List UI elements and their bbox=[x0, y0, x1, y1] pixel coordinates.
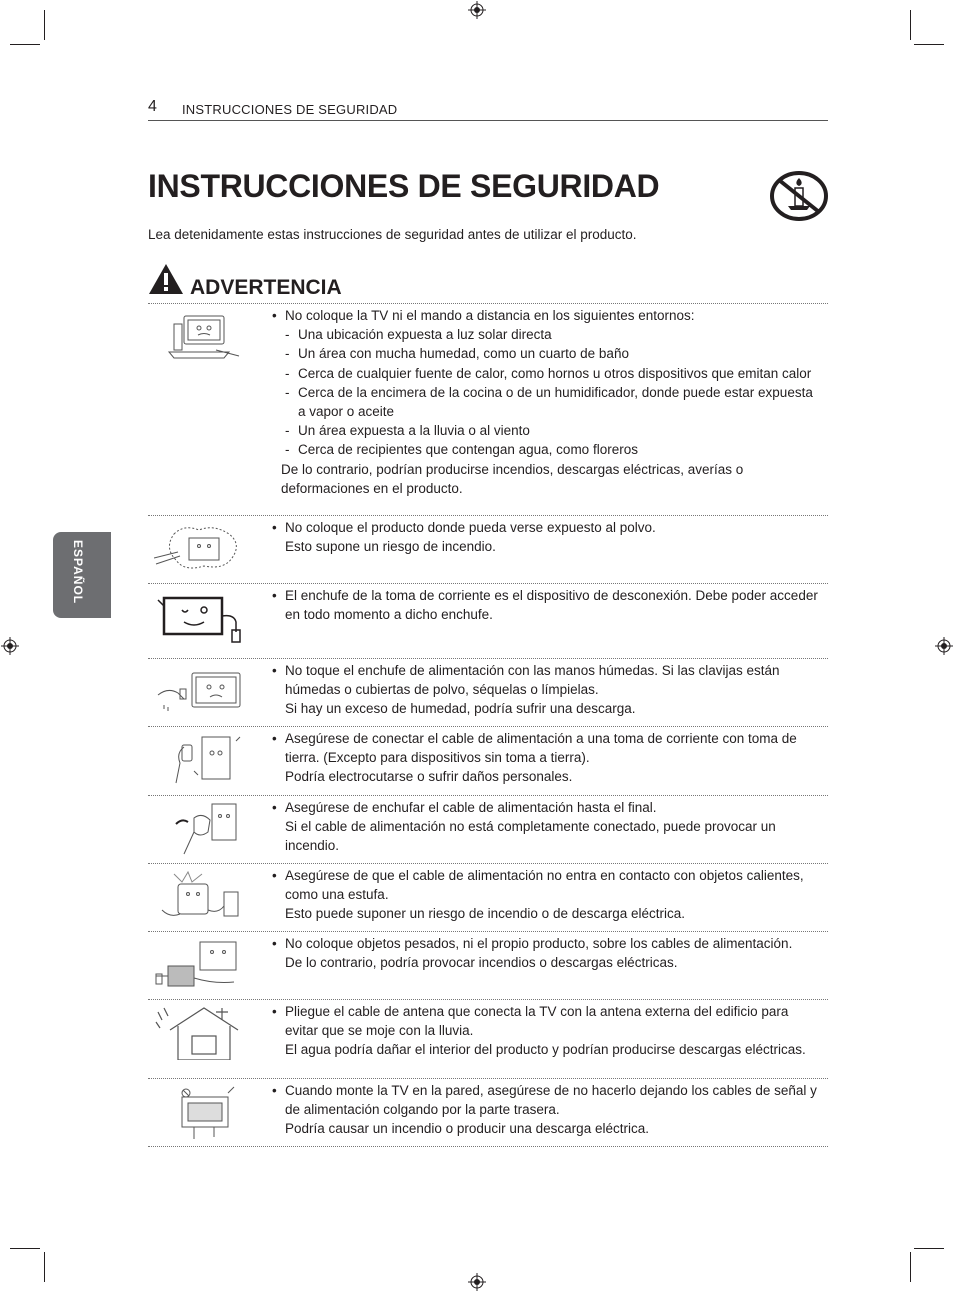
bullet-text: • Asegúrese de conectar el cable de alimentación a una toma de corriente con toma de tierra. (Excepto para dispositivos sin toma a tierra). bbox=[272, 729, 820, 767]
page-number: 4 bbox=[148, 98, 157, 115]
item-text bbox=[272, 729, 820, 787]
crop-mark bbox=[910, 10, 911, 40]
warning-heading: ADVERTENCIA bbox=[190, 276, 342, 299]
crop-mark bbox=[10, 1248, 40, 1249]
consequence-text: Si el cable de alimentación no está completamente conectado, puede provocar un incendio. bbox=[285, 819, 776, 854]
item-text bbox=[272, 306, 820, 498]
grounded-outlet-illustration-icon bbox=[154, 733, 244, 787]
dash-item: - Cerca de la encimera de la cocina o de un humidificador, donde puede estar expuesta a vapor o aceite bbox=[272, 383, 820, 421]
consequence-text: Podría electrocutarse o sufrir daños personales. bbox=[285, 769, 573, 785]
crop-mark bbox=[910, 1252, 911, 1282]
language-tab bbox=[53, 532, 111, 618]
bullet-text: • No coloque objetos pesados, ni el propio producto, sobre los cables de alimentación. bbox=[272, 934, 820, 953]
registration-mark-icon bbox=[1, 637, 19, 655]
wet-hands-plug-illustration-icon bbox=[154, 665, 244, 719]
running-header bbox=[148, 98, 828, 121]
safety-item bbox=[148, 999, 828, 1079]
bullet-text: • Pliegue el cable de antena que conecta la TV con la antena externa del edificio para evitar que se moje con la lluvia. bbox=[272, 1002, 820, 1040]
consequence-text: De lo contrario, podría provocar incendios o descargas eléctricas. bbox=[285, 955, 678, 971]
consequence-text: Podría causar un incendio o producir una descarga eléctrica. bbox=[285, 1121, 649, 1137]
antenna-rain-illustration-icon bbox=[154, 1006, 244, 1060]
registration-mark-icon bbox=[468, 1273, 486, 1291]
item-text bbox=[272, 518, 820, 556]
safety-item bbox=[148, 931, 828, 1000]
intro-text: Lea detenidamente estas instrucciones de seguridad antes de utilizar el producto. bbox=[148, 227, 637, 242]
consequence-text: Esto puede suponer un riesgo de incendio o de descarga eléctrica. bbox=[285, 906, 686, 922]
dash-item: - Un área expuesta a la lluvia o al viento bbox=[272, 421, 820, 440]
consequence-text: De lo contrario, podrían producirse incendios, descargas eléctricas, averías o deformaciones en el producto. bbox=[281, 461, 744, 496]
page-title: INSTRUCCIONES DE SEGURIDAD bbox=[148, 168, 660, 204]
item-text bbox=[272, 661, 820, 719]
consequence-text: El agua podría dañar el interior del producto y podrían producirse descargas eléctricas. bbox=[285, 1042, 806, 1058]
wall-mount-cables-illustration-icon bbox=[154, 1085, 244, 1139]
safety-item bbox=[148, 583, 828, 659]
dash-item: - Cerca de cualquier fuente de calor, como hornos u otros dispositivos que emitan calor bbox=[272, 364, 820, 383]
safety-item bbox=[148, 515, 828, 584]
bullet-text: • No toque el enchufe de alimentación con las manos húmedas. Si las clavijas están húmedas o cubiertas de polvo, séquelas o límpielas. bbox=[272, 661, 820, 699]
item-text bbox=[272, 586, 820, 624]
bullet-text: • No coloque la TV ni el mando a distancia en los siguientes entornos: bbox=[272, 306, 820, 325]
warning-triangle-icon bbox=[148, 263, 184, 295]
item-text bbox=[272, 866, 820, 924]
bullet-text: • Asegúrese de que el cable de alimentación no entra en contacto con objetos calientes, como una estufa. bbox=[272, 866, 820, 904]
dash-item: - Un área con mucha humedad, como un cuarto de baño bbox=[272, 344, 820, 363]
crop-mark bbox=[10, 44, 40, 45]
safety-item bbox=[148, 726, 828, 796]
heavy-object-cable-illustration-icon bbox=[154, 938, 244, 992]
safety-item bbox=[148, 303, 828, 516]
safety-item bbox=[148, 795, 828, 864]
item-text bbox=[272, 1002, 820, 1060]
safety-item bbox=[148, 1078, 828, 1147]
tv-dust-illustration-icon bbox=[154, 522, 244, 576]
crop-mark bbox=[914, 1248, 944, 1249]
item-text bbox=[272, 1081, 820, 1139]
crop-mark bbox=[914, 44, 944, 45]
bullet-text: • No coloque el producto donde pueda verse expuesto al polvo. bbox=[272, 518, 820, 537]
safety-item bbox=[148, 658, 828, 727]
crop-mark bbox=[44, 10, 45, 40]
crop-mark bbox=[44, 1252, 45, 1282]
no-candle-icon bbox=[770, 170, 828, 222]
dash-item: - Cerca de recipientes que contengan agua, como floreros bbox=[272, 440, 820, 459]
plug-insert-illustration-icon bbox=[154, 802, 244, 856]
registration-mark-icon bbox=[468, 1, 486, 19]
tv-sunlight-illustration-icon bbox=[154, 310, 244, 364]
consequence-text: Si hay un exceso de humedad, podría sufrir una descarga. bbox=[285, 701, 636, 717]
tv-plug-access-illustration-icon bbox=[154, 592, 244, 646]
dash-item: - Una ubicación expuesta a luz solar directa bbox=[272, 325, 820, 344]
hot-stove-cable-illustration-icon bbox=[154, 870, 244, 924]
language-tab-label: ESPAÑOL bbox=[71, 540, 85, 605]
item-text bbox=[272, 798, 820, 856]
consequence-text: Esto supone un riesgo de incendio. bbox=[285, 539, 496, 555]
bullet-text: • El enchufe de la toma de corriente es el dispositivo de desconexión. Debe poder acceder en todo momento a dicho enchufe. bbox=[272, 586, 820, 624]
item-text bbox=[272, 934, 820, 972]
safety-item bbox=[148, 863, 828, 932]
bullet-text: • Asegúrese de enchufar el cable de alimentación hasta el final. bbox=[272, 798, 820, 817]
registration-mark-icon bbox=[935, 637, 953, 655]
bullet-text: • Cuando monte la TV en la pared, asegúrese de no hacerlo dejando los cables de señal y de alimentación colgando por la parte trasera. bbox=[272, 1081, 820, 1119]
header-section-title: INSTRUCCIONES DE SEGURIDAD bbox=[182, 102, 398, 117]
